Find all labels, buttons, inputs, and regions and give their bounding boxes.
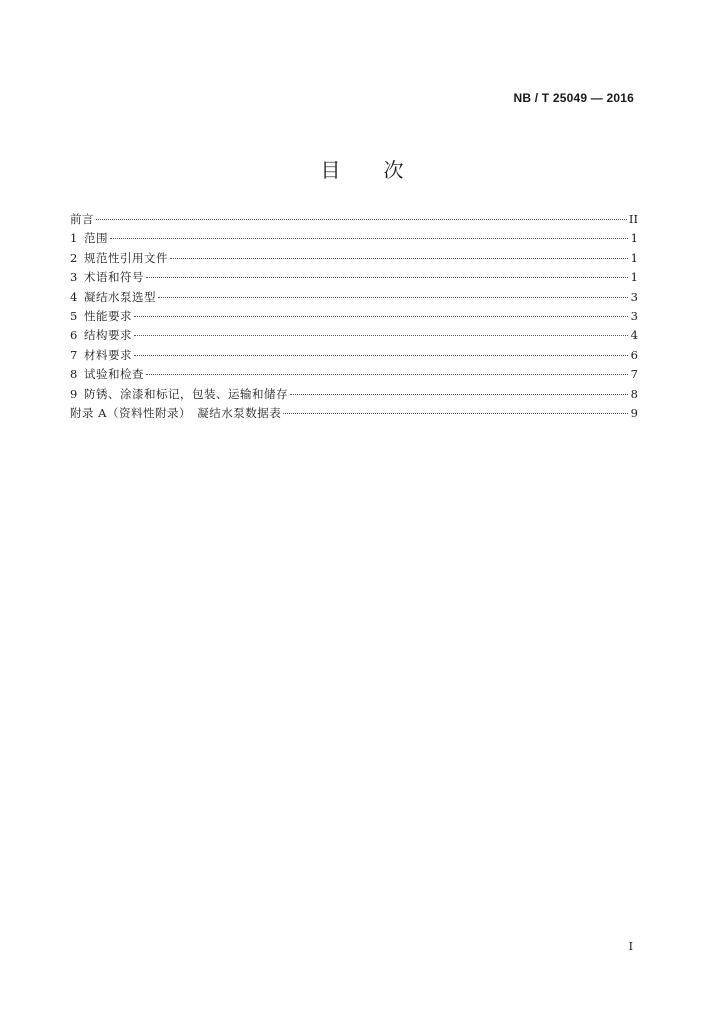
toc-entry-3[interactable] <box>70 268 638 287</box>
toc-entry-8[interactable] <box>70 365 638 384</box>
toc-leader-dots <box>146 277 628 278</box>
toc-leader-dots <box>290 394 628 395</box>
toc-entry-6[interactable] <box>70 326 638 345</box>
toc-entry-label: 凝结水泵选型 <box>84 289 156 304</box>
toc-entry-page: 4 <box>630 328 638 343</box>
toc-leader-dots <box>134 316 628 317</box>
toc-entry-page: 9 <box>630 405 638 420</box>
toc-leader-dots <box>283 413 628 414</box>
toc-entry-label: 材料要求 <box>84 347 132 362</box>
toc-leader-dots <box>134 355 628 356</box>
toc-entry-label: 附录 A（资料性附录） 凝结水泵数据表 <box>70 405 282 420</box>
toc-entry-4[interactable] <box>70 288 638 307</box>
toc-entry-number: 1 <box>70 231 78 246</box>
toc-entry-2[interactable] <box>70 249 638 268</box>
toc-entry-page: 7 <box>630 367 638 382</box>
toc-title: 目 次 <box>320 158 405 182</box>
toc-entry-label: 术语和符号 <box>84 270 144 285</box>
toc-entry-number: 3 <box>70 270 78 285</box>
toc-entry-label: 前言 <box>70 212 94 226</box>
toc-entry-number: 5 <box>70 308 78 323</box>
toc-entry-7[interactable] <box>70 346 638 365</box>
toc-entry-page: 1 <box>630 231 638 246</box>
toc-entry-label: 范围 <box>84 231 108 246</box>
toc-entry-foreword[interactable] <box>70 210 638 229</box>
toc-entry-number: 9 <box>70 386 78 401</box>
toc-leader-dots <box>96 219 627 220</box>
toc-entry-page: 3 <box>630 308 638 323</box>
toc-entry-page: 3 <box>630 289 638 304</box>
standard-number: NB / T 25049 — 2016 <box>513 91 634 105</box>
toc-entry-number: 6 <box>70 328 78 343</box>
toc-entry-number: 7 <box>70 347 78 362</box>
toc-entry-page: 8 <box>630 386 638 401</box>
toc-entry-1[interactable] <box>70 229 638 248</box>
toc-entry-5[interactable] <box>70 307 638 326</box>
toc-leader-dots <box>146 374 628 375</box>
toc-entry-appendix-a[interactable] <box>70 404 638 423</box>
toc-entry-9[interactable] <box>70 385 638 404</box>
toc-leader-dots <box>110 238 628 239</box>
toc-entry-page: II <box>628 212 638 226</box>
toc-entry-label: 结构要求 <box>84 328 132 343</box>
toc-leader-dots <box>158 297 628 298</box>
toc-leader-dots <box>170 258 628 259</box>
toc-entry-label: 性能要求 <box>84 308 132 323</box>
table-of-contents <box>70 210 638 423</box>
toc-entry-page: 1 <box>630 270 638 285</box>
toc-entry-label: 规范性引用文件 <box>84 250 168 265</box>
toc-entry-page: 1 <box>630 250 638 265</box>
page-number: I <box>628 940 633 953</box>
toc-entry-label: 试验和检查 <box>84 367 144 382</box>
toc-entry-number: 4 <box>70 289 78 304</box>
toc-entry-label: 防锈、涂漆和标记，包装、运输和储存 <box>84 386 288 401</box>
toc-entry-page: 6 <box>630 347 638 362</box>
toc-leader-dots <box>134 335 628 336</box>
toc-entry-number: 8 <box>70 367 78 382</box>
toc-entry-number: 2 <box>70 250 78 265</box>
